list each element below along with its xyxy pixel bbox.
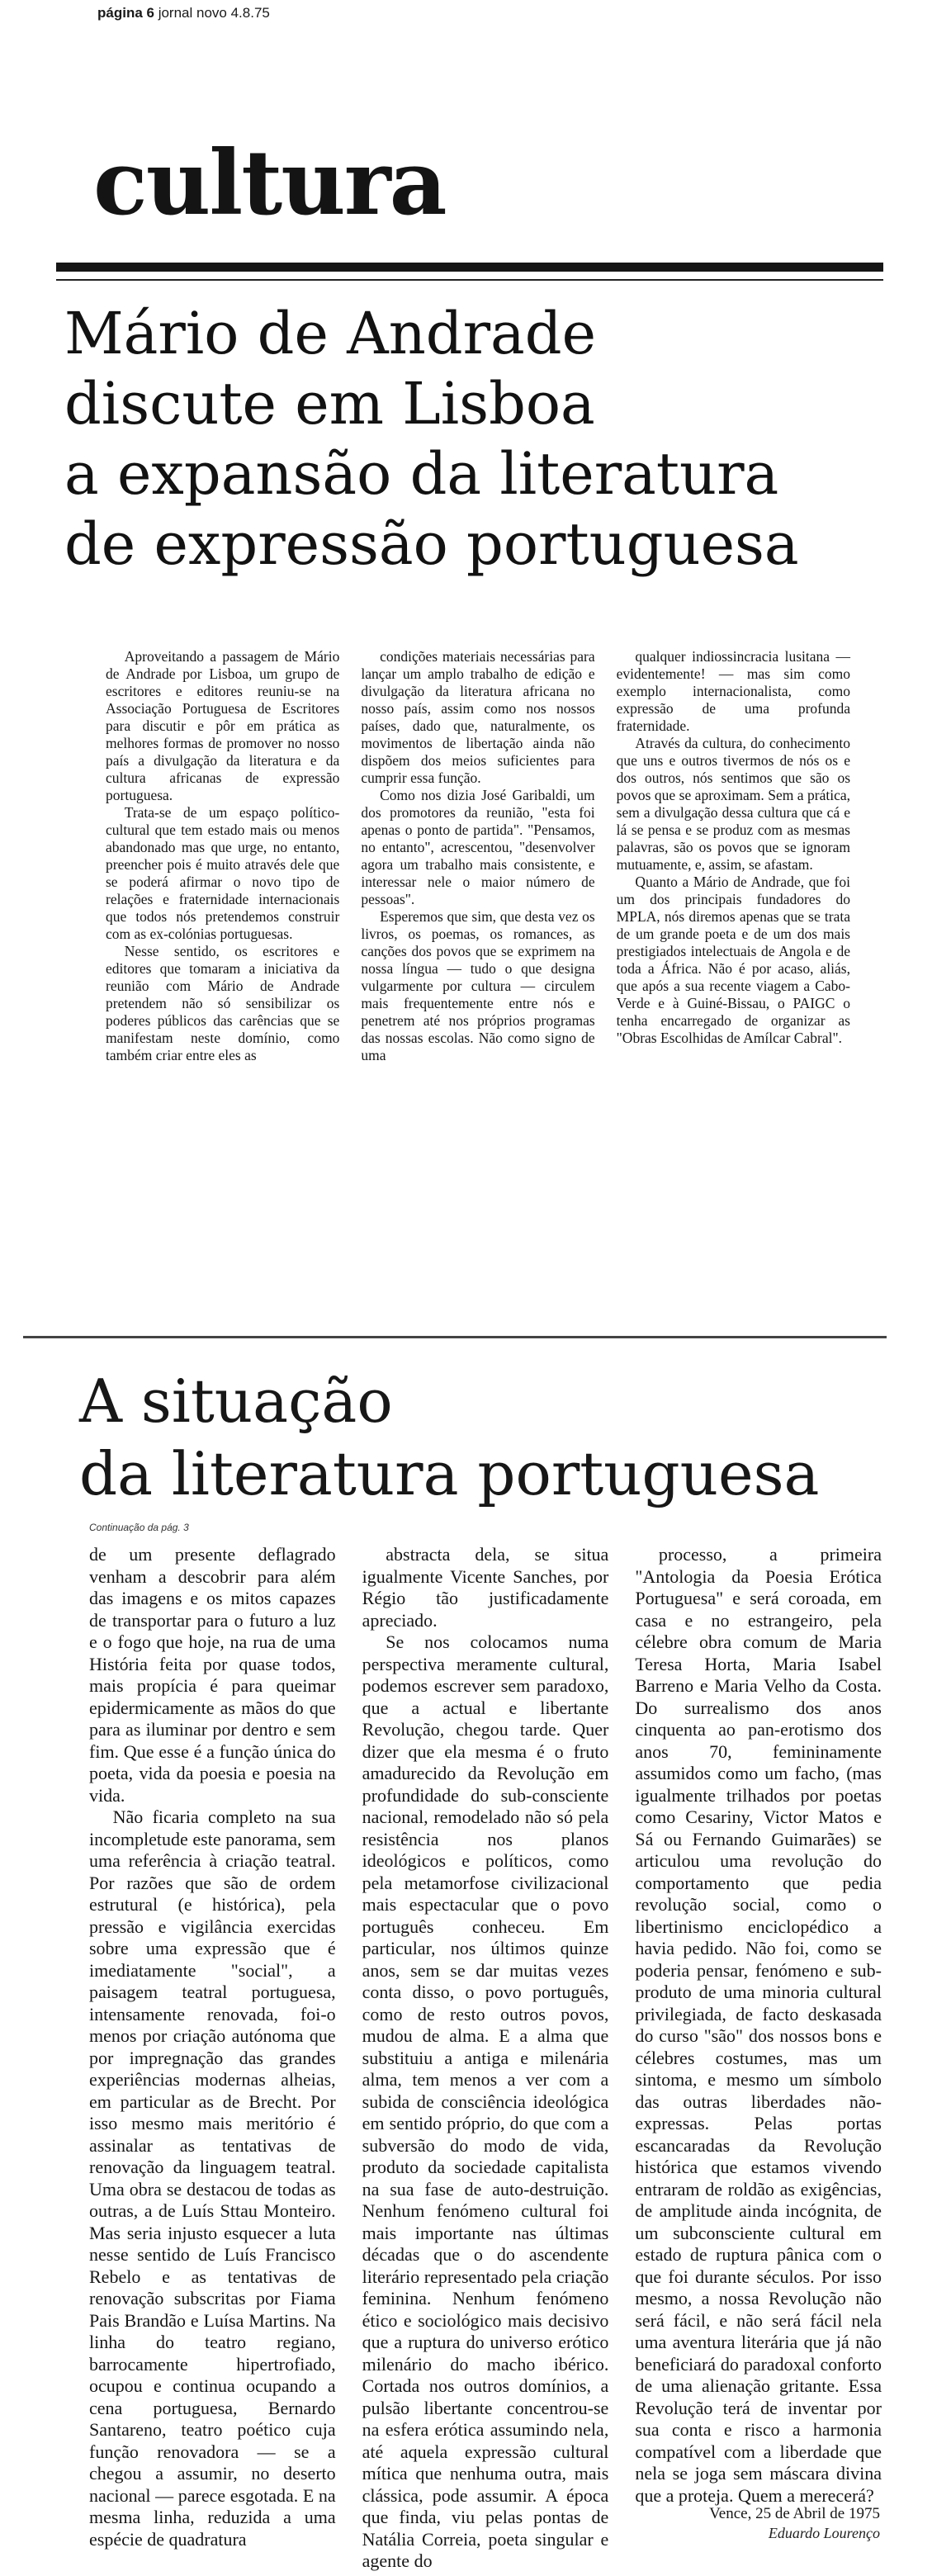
paragraph: condições materiais necessárias para lançar um amplo trabalho de edição e divulgação da literatura africana no nosso país, assim como nos nossos países, dado que, naturalmente, os movimentos de libertação ainda não dispõem dos meios suficientes para cumprir essa função. — [361, 648, 595, 786]
headline-line: discute em Lisboa — [64, 370, 595, 438]
paragraph: abstracta dela, se situa igualmente Vicente Sanches, por Régio tão justificadamente apreciado. — [362, 1544, 609, 1631]
page-header — [97, 5, 270, 21]
section-rule-thin — [56, 279, 883, 281]
paragraph: qualquer indiossincracia lusitana — evidentemente! — mas sim como exemplo internacionalista, como expressão de uma profunda fraternidade. — [616, 648, 850, 734]
headline-line: de expressão portuguesa — [64, 510, 799, 578]
paragraph: Através da cultura, do conhecimento que uns e outros tivermos de nós os e dos outros, nós sentimos que são os povos que se aproximam. Sem a prática, sem a divulgação dessa cultura que cá e lá se pensa e se produz com as mesmas palavras, são os povos que se ignoram mutuamente, e, assim, se afastam. — [616, 735, 850, 873]
paragraph: Trata-se de um espaço político-cultural que tem estado mais ou menos abandonado mas que urge, no entanto, preencher pois é muito através dele que se poderá afirmar o novo tipo de relações e fraternidade internacionais que todos nós pretendemos construir com as ex-colónias portuguesas. — [106, 804, 340, 942]
paragraph: de um presente deflagrado venham a descobrir para além das imagens e os mitos capazes de transportar para o futuro a luz e o fogo que hoje, na rua de uma História feita por quase todos, mais propícia é para queimar epidermicamente as mãos do que para as iluminar por dentro e sem fim. Que esse é a função única do poeta, vida da poesia e poesia na vida. — [89, 1544, 336, 1806]
journal-date: jornal novo 4.8.75 — [158, 5, 270, 21]
headline-line: a expansão da literatura — [64, 440, 779, 508]
paragraph: Nesse sentido, os escritores e editores que tomaram a iniciativa da reunião com Mário de Andrade pretendem não só sensibilizar os poderes públicos das carências que se manifestam neste domínio, como também criar entre eles as — [106, 943, 340, 1063]
author-signature: Eduardo Lourenço — [768, 2525, 880, 2541]
article2-column-3 — [635, 1544, 882, 2573]
article1-column-1 — [106, 648, 339, 1327]
section-title: cultura — [93, 131, 446, 235]
article1-column-3 — [617, 648, 850, 1327]
dateline: Vence, 25 de Abril de 1975 — [709, 2505, 880, 2522]
section-rule-heavy — [56, 263, 883, 272]
paragraph: Não ficaria completo na sua incompletude este panorama, sem uma referência à criação teatral. Por razões que são de ordem estrutural (e histórica), pela pressão e vigilância exercidas sobre uma expressão que é imediatamente "social", a paisagem teatral portuguesa, intensamente renovada, foi-o menos por criação autónoma que por impregnação das grandes experiências modernas alheias, em particular as de Brecht. Por isso mesmo mais meritório é assinalar as tentativas de renovação da linguagem teatral. Uma obra se destacou de todas as outras, a de Luís Sttau Monteiro. Mas seria injusto esquecer a luta nesse sentido de Luís Francisco Rebelo e as tentativas de renovação subscritas por Fiama Pais Brandão e Luísa Martins. Na linha do teatro regiano, barrocamente hipertrofiado, ocupou e continua ocupando a cena portuguesa, Bernardo Santareno, teatro poético cuja função renovadora — se a chegou a assumir, no deserto nacional — parece esgotada. E na mesma linha, reduzida a uma espécie de quadratura — [89, 1807, 336, 2550]
article2-column-2 — [362, 1544, 609, 2573]
paragraph: processo, a primeira "Antologia da Poesia Erótica Portuguesa" e será coroada, em casa e no estrangeiro, pela célebre obra comum de Maria Teresa Horta, Maria Isabel Barreno e Maria Velho da Costa. Do surrealismo dos anos cinquenta ao pan-erotismo dos anos 70, femininamente assumidos como um facho, (mas igualmente trilhados por poetas como Cesariny, Victor Matos e Sá ou Fernando Guimarães) se articulou uma revolução do comportamento que pedia revolução social, como o libertinismo enciclopédico a havia pedido. Não foi, como se poderia pensar, fenómeno e sub-produto de uma minoria cultural privilegiada, de facto deskasada do curso "são" dos nossos bons e célebres costumes, mas um sintoma, e mesmo um símbolo das outras liberdades não-expressas. Pelas portas escancaradas da Revolução histórica que estamos vivendo entraram de roldão as exigências, de amplitude ainda incógnita, de um subconsciente cultural em estado de ruptura pânica com o que foi durante séculos. Por isso mesmo, a nossa Revolução não será fácil, e não será fácil nela uma aventura literária que já não beneficiará do paradoxal conforto de uma alienação gritante. Essa Revolução terá de inventar por sua conta e risco a harmonia compatível com a liberdade que nela se joga sem máscara divina que a proteja. Quem a merecerá? — [635, 1544, 882, 2506]
article1-headline — [64, 299, 890, 580]
article1-body — [106, 648, 850, 1327]
article-divider — [23, 1336, 887, 1338]
headline-line: da literatura portuguesa — [79, 1439, 820, 1508]
headline-line: Mário de Andrade — [64, 300, 597, 367]
page-number: página 6 — [97, 5, 154, 21]
paragraph: Se nos colocamos numa perspectiva meramente cultural, podemos escrever sem paradoxo, que a actual e libertante Revolução, chegou tarde. Quer dizer que ela mesma é o fruto amadurecido da Revolução em profundidade do sub-consciente nacional, remodelado não só pela resistência nos planos ideológicos e políticos, como pela metamorfose civilizacional mais espectacular que o povo português conheceu. Em particular, nos últimos quinze anos, sem se dar muitas vezes conta disso, o povo português, como de resto outros povos, mudou de alma. E a alma que substituiu a antiga e milenária alma, tem menos a ver com a subida de consciência ideológica em sentido próprio, do que com a subversão do modo de vida, produto da sociedade capitalista na sua fase de auto-destruição. Nenhum fenómeno cultural foi mais importante nas últimas décadas que o do ascendente literário representado pela criação feminina. Nenhum fenómeno ético e sociológico mais decisivo que a ruptura do universo erótico milenário do macho ibérico. Cortada nos outros domínios, a pulsão libertante concentrou-se na esfera erótica assumindo nela, até aquela expressão cultural mítica que nenhuma outra, mais clássica, pode assumir. A época que finda, viu pelas pontas de Natália Correia, poeta singular e agente do — [362, 1631, 609, 2571]
article2-column-1 — [89, 1544, 336, 2573]
headline-line: A situação — [79, 1366, 393, 1436]
paragraph: Aproveitando a passagem de Mário de Andrade por Lisboa, um grupo de escritores e editores reuniu-se na Associação Portuguesa de Escritores para discutir e pôr em prática as melhores formas de promover no nosso país a divulgação da literatura e da cultura africanas de expressão portuguesa. — [106, 648, 340, 803]
paragraph: Quanto a Mário de Andrade, que foi um dos principais fundadores do MPLA, nós diremos apenas que se trata de um grande poeta e de um dos mais prestigiados intelectuais de Angola e de toda a África. Não é por acaso, aliás, que após a sua recente viagem a Cabo-Verde e à Guiné-Bissau, o PAIGC o tenha encarregado de organizar as "Obras Escolhidas de Amílcar Cabral". — [616, 874, 850, 1046]
article1-column-2 — [361, 648, 594, 1327]
paragraph: Como nos dizia José Garibaldi, um dos promotores da reunião, "esta foi apenas o ponto de partida". "Pensamos, no entanto", acrescentou, "desenvolver agora um trabalho mais consistente, e interessar nele o maior número de pessoas". — [361, 787, 595, 907]
article2-headline — [79, 1365, 888, 1510]
continuation-note: Continuação da pág. 3 — [89, 1522, 189, 1533]
paragraph: Esperemos que sim, que desta vez os livros, os poemas, os romances, as canções dos povos que se exprimem na nossa língua — tudo o que designa vulgarmente por cultura — circulem mais frequentemente entre nós e penetrem até nos próprios programas das nossas escolas. Não como signo de uma — [361, 908, 595, 1063]
